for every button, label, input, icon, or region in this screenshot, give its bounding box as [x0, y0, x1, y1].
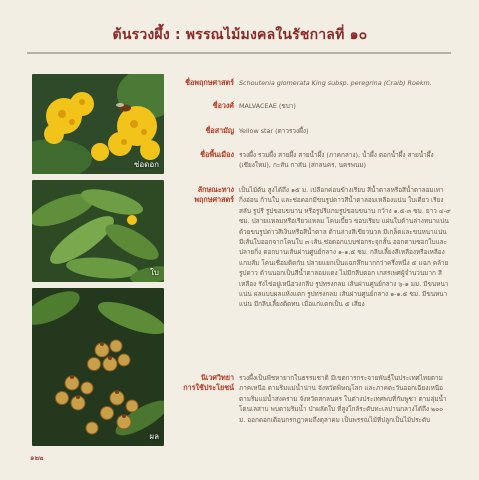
scientific-name-label: ชื่อพฤกษศาสตร์	[185, 78, 234, 87]
flower-cluster-photo	[32, 74, 164, 174]
common-name-value: Yellow star (ดาวรวงผึ้ง)	[239, 127, 309, 135]
local-names-label: ชื่อพื้นเมือง	[200, 150, 234, 159]
botanical-characteristics-value: เป็นไม้ต้น สูงได้ถึง ๑๕ ม. เปลือกค่อนข้างเรียบ สีน้ำตาลหรือสีน้ำตาลอมเทา กิ่งอ่อน ก้านใบ และช่อดอกมีขนรูปดาวสีน้ำตาลอมเหลืองแน่น ใบเดี่ยว เรียงสลับ รูปรี รูปขอบขนาน หรือรูปรีแกมรูปขอบขนาน กว้าง ๑.๕-๓ ซม. ยาว ๔-๙ ซม. ปลายแหลมหรือเรียวแหลม โคนเบี้ยว ขอบเรียบ แผ่นใบด้านล่างหนาแน่นด้วยขนรูปดาวสีเงินหรือสีน้ำตาล ด้านล่างสีเขียวนวล มีเกล็ดและขนหนาแน่น มีเส้นใบออกจากโคนใบ ๓ เส้น ช่อดอกแบบช่อกระจุกสั้น ออกตามซอกใบและปลายกิ่ง ดอกบานเส้นผ่านศูนย์กลาง ๑-๑.๕ ซม. กลีบเลี้ยงสีเหลืองหรือเหลืองแกมส้ม โคนเชื่อมติดกัน ปลายแยกเป็นแฉกลึกมากกว่าครึ่งหนึ่ง ๕ แฉก คล้ายรูปดาว ด้านนอกเป็นสีน้ำตาลอมแดง ไม่มีกลีบดอก เกสรเพศผู้จำนวนมาก สีเหลือง รังไข่อยู่เหนือวงกลีบ รูปทรงกลม เส้นผ่านศูนย์กลาง ๖-๑ มม. มีขนหนาแน่น ผลแบบผลแห้งแตก รูปทรงกลม เส้นผ่านศูนย์กลาง ๑-๑.๕ ซม. มีขนหนาแน่น มีกลีบเลี้ยงติดทน เมื่อแก่แตกเป็น ๕ เสี่ยง	[239, 186, 451, 309]
ecology-label-line1: นิเวศวิทยา	[201, 373, 234, 382]
common-name-label: ชื่อสามัญ	[205, 126, 234, 135]
photo-caption-inflorescence: ช่อดอก	[133, 160, 159, 169]
family-value: MALVACEAE (ชบา)	[239, 102, 296, 110]
ecology-use-value: รวงผึ้งเป็นพืชหายากในธรรมชาติ มีเขตการกระจายพันธุ์ในประเทศไทยตามภาคเหนือ ตามริมแม่น้ำน่าน จังหวัดพิษณุโลก และภาคตะวันออกเฉียงเหนือ ตามริมแม่น้ำสงคราม จังหวัดสกลนคร ในต่างประเทศพบที่กัมพูชา ตามลุ่มน้ำโตนเลสาบ พบตามริมน้ำ ป่าผลัดใบ ที่สูงใกล้ระดับทะเลปานกลางได้ถึง ๒๐๐ ม. ออกดอกเดือนกรกฎาคมถึงตุลาคม เป็นพรรณไม้ที่ปลูกเป็นไม้ประดับ	[239, 374, 447, 424]
family-label: ชื่อวงศ์	[212, 101, 234, 110]
local-names-value: รวงผึ้ง รวมผึ้ง สายผึ้ง สายน้ำผึ้ง (ภาคกลาง), น้ำผึ้ง ดอกน้ำผึ้ง สายน้ำผึ้ง (เชียงใหม่), กะสัน กาสัน (สกลนคร, นครพนม)	[239, 151, 434, 170]
page-title: ต้นรวงผึ้ง : พรรณไม้มงคลในรัชกาลที่ ๑๐	[112, 27, 368, 43]
ecology-label-line2: การใช้ประโยชน์	[183, 382, 234, 392]
botanical-characteristics-label	[168, 185, 234, 204]
scientific-name-value: Schoutenia glomerata King subsp. peregrina (Craib) Roekm.	[239, 79, 432, 87]
title-divider	[27, 52, 451, 54]
fruits-photo	[32, 288, 164, 446]
ecology-use-label	[168, 373, 234, 392]
page-number: ๑๒๒	[30, 454, 44, 462]
photo-caption-leaves: ใบ	[150, 268, 159, 277]
leaves-photo	[32, 180, 164, 282]
botanical-label-line1: ลักษณะทาง	[197, 185, 234, 194]
photo-caption-fruits: ผล	[149, 432, 159, 441]
botanical-label-line2: พฤกษศาสตร์	[194, 194, 234, 204]
